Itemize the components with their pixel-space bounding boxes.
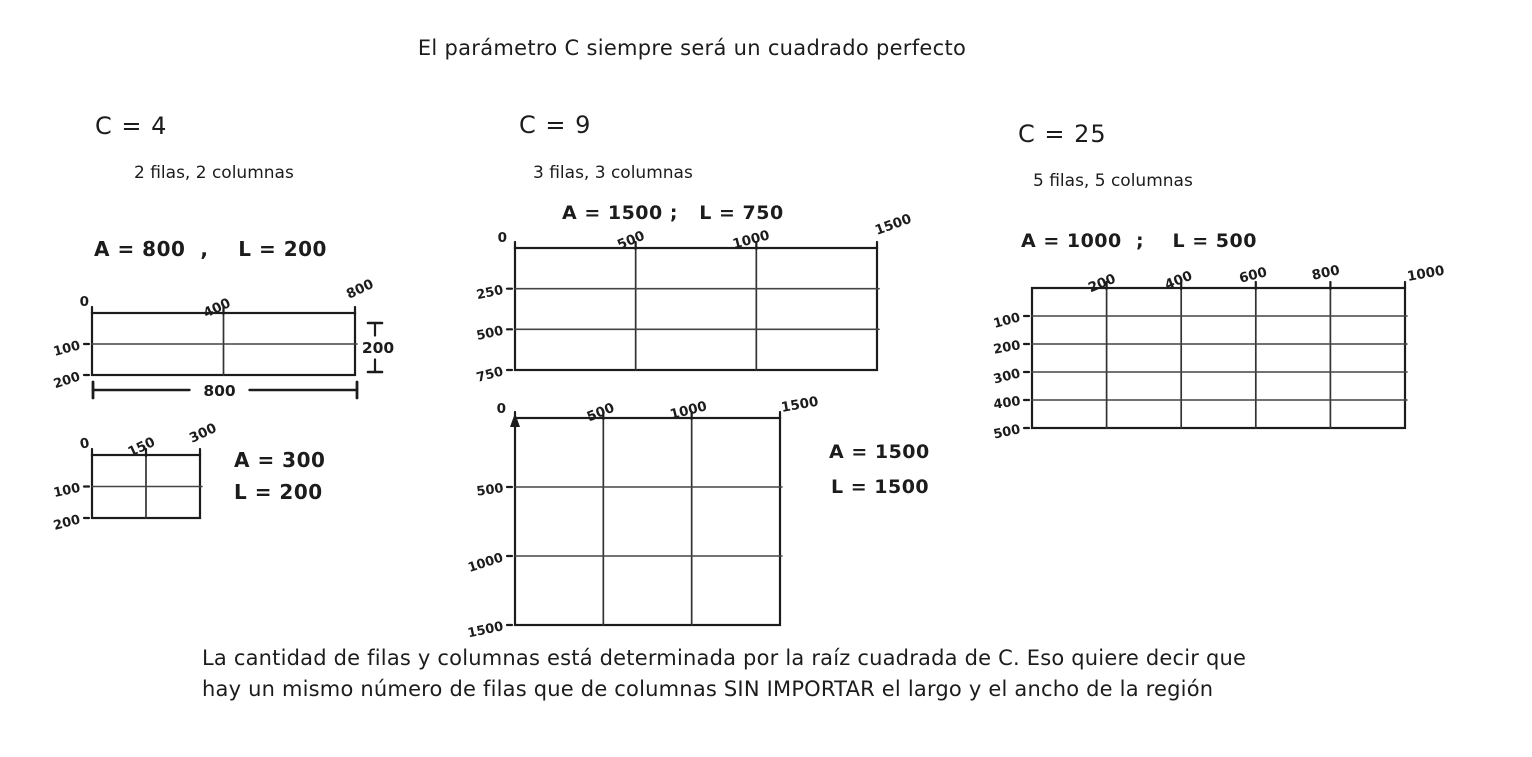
c4-grid-300x200-y-tick-100: 100 <box>52 480 82 502</box>
c4-grid-300x200-x-tick-300: 300 <box>186 420 220 447</box>
c4-small-grid-length-label: L = 200 <box>234 480 323 504</box>
c25-grid-1000x500-y-tick-300: 300 <box>992 366 1022 388</box>
section-c4-dimensions-label: A = 800 , L = 200 <box>94 237 327 261</box>
c9-grid-1500x1500-y-tick-500: 500 <box>475 481 505 500</box>
section-c9-rows-cols-note: 3 filas, 3 columnas <box>533 163 693 183</box>
c4-grid-800x200-width-dimension: 800 <box>203 382 236 400</box>
c25-grid-1000x500-x-tick-1000: 1000 <box>1405 262 1446 285</box>
c9-grid-1500x1500-y-axis-arrow <box>510 413 520 427</box>
c9-grid-1500x750-y-tick-750: 750 <box>474 364 506 386</box>
section-c25-heading: C = 25 <box>1018 120 1107 148</box>
c9-grid-1500x750-x-tick-1000: 1000 <box>730 227 772 253</box>
section-c4-rows-cols-note: 2 filas, 2 columnas <box>134 163 294 183</box>
c25-grid-1000x500-x-tick-600: 600 <box>1237 264 1269 287</box>
c4-grid-800x200-x-tick-800: 800 <box>343 276 377 303</box>
c9-grid-1500x750 <box>475 211 914 386</box>
c9-grid-1500x1500-y-tick-1000: 1000 <box>466 550 506 576</box>
c25-grid-1000x500-y-tick-200: 200 <box>992 338 1022 358</box>
c25-grid-1000x500 <box>992 262 1446 442</box>
section-c25-rows-cols-note: 5 filas, 5 columnas <box>1033 171 1193 191</box>
c9-grid-1500x750-x-tick-0: 0 <box>497 230 507 246</box>
c9-grid-1500x1500-y-tick-1500: 1500 <box>466 619 505 642</box>
c4-grid-800x200-x-tick-400: 400 <box>200 295 234 322</box>
c4-small-grid-area-label: A = 300 <box>234 448 326 472</box>
c4-grid-800x200-y-tick-200: 200 <box>51 369 83 393</box>
c25-grid-1000x500-y-tick-500: 500 <box>992 422 1022 443</box>
c25-grid-1000x500-x-tick-400: 400 <box>1162 267 1195 294</box>
section-c4-heading: C = 4 <box>95 112 168 140</box>
section-c9-heading: C = 9 <box>519 111 592 139</box>
c4-grid-300x200-y-tick-200: 200 <box>51 512 83 534</box>
c4-grid-300x200-x-tick-0: 0 <box>78 435 91 453</box>
section-c25-dimensions-label: A = 1000 ; L = 500 <box>1021 230 1257 252</box>
footer-explanation-line-2: hay un mismo número de filas que de columnas SIN IMPORTAR el largo y el ancho de la región <box>202 677 1214 701</box>
c9-grid-1500x1500-x-tick-1500: 1500 <box>779 393 820 416</box>
c4-grid-800x200-x-tick-0: 0 <box>79 294 89 310</box>
c4-grid-300x200-x-tick-150: 150 <box>125 434 158 461</box>
c9-grid-1500x750-x-tick-500: 500 <box>615 227 648 254</box>
c25-grid-1000x500-y-tick-100: 100 <box>991 310 1023 332</box>
c25-grid-1000x500-y-tick-400: 400 <box>992 394 1022 413</box>
c9-square-grid-area-label: A = 1500 <box>829 441 930 463</box>
section-c9-dimensions-label: A = 1500 ; L = 750 <box>562 202 784 224</box>
c9-grid-1500x1500-x-tick-500: 500 <box>584 399 617 426</box>
c4-grid-800x200-y-tick-100: 100 <box>51 338 83 360</box>
c9-grid-1500x1500-x-tick-1000: 1000 <box>668 398 709 423</box>
c9-grid-1500x750-y-tick-500: 500 <box>475 323 505 344</box>
c9-grid-1500x750-y-tick-250: 250 <box>475 282 505 304</box>
c4-grid-800x200-height-dimension: 200 <box>361 339 395 357</box>
c25-grid-1000x500-x-tick-800: 800 <box>1310 262 1342 284</box>
c9-grid-1500x750-x-tick-1500: 1500 <box>872 210 914 239</box>
c9-square-grid-length-label: L = 1500 <box>831 476 930 498</box>
c9-grid-1500x1500 <box>466 394 820 642</box>
c9-grid-1500x1500-x-tick-0: 0 <box>496 401 506 417</box>
c4-grid-300x200 <box>52 420 219 534</box>
page-title: El parámetro C siempre será un cuadrado perfecto <box>417 36 967 60</box>
footer-explanation-line-1: La cantidad de filas y columnas está determinada por la raíz cuadrada de C. Eso quiere decir que <box>202 646 1247 670</box>
c4-grid-800x200 <box>52 276 395 400</box>
c25-grid-1000x500-x-tick-200: 200 <box>1085 270 1119 297</box>
